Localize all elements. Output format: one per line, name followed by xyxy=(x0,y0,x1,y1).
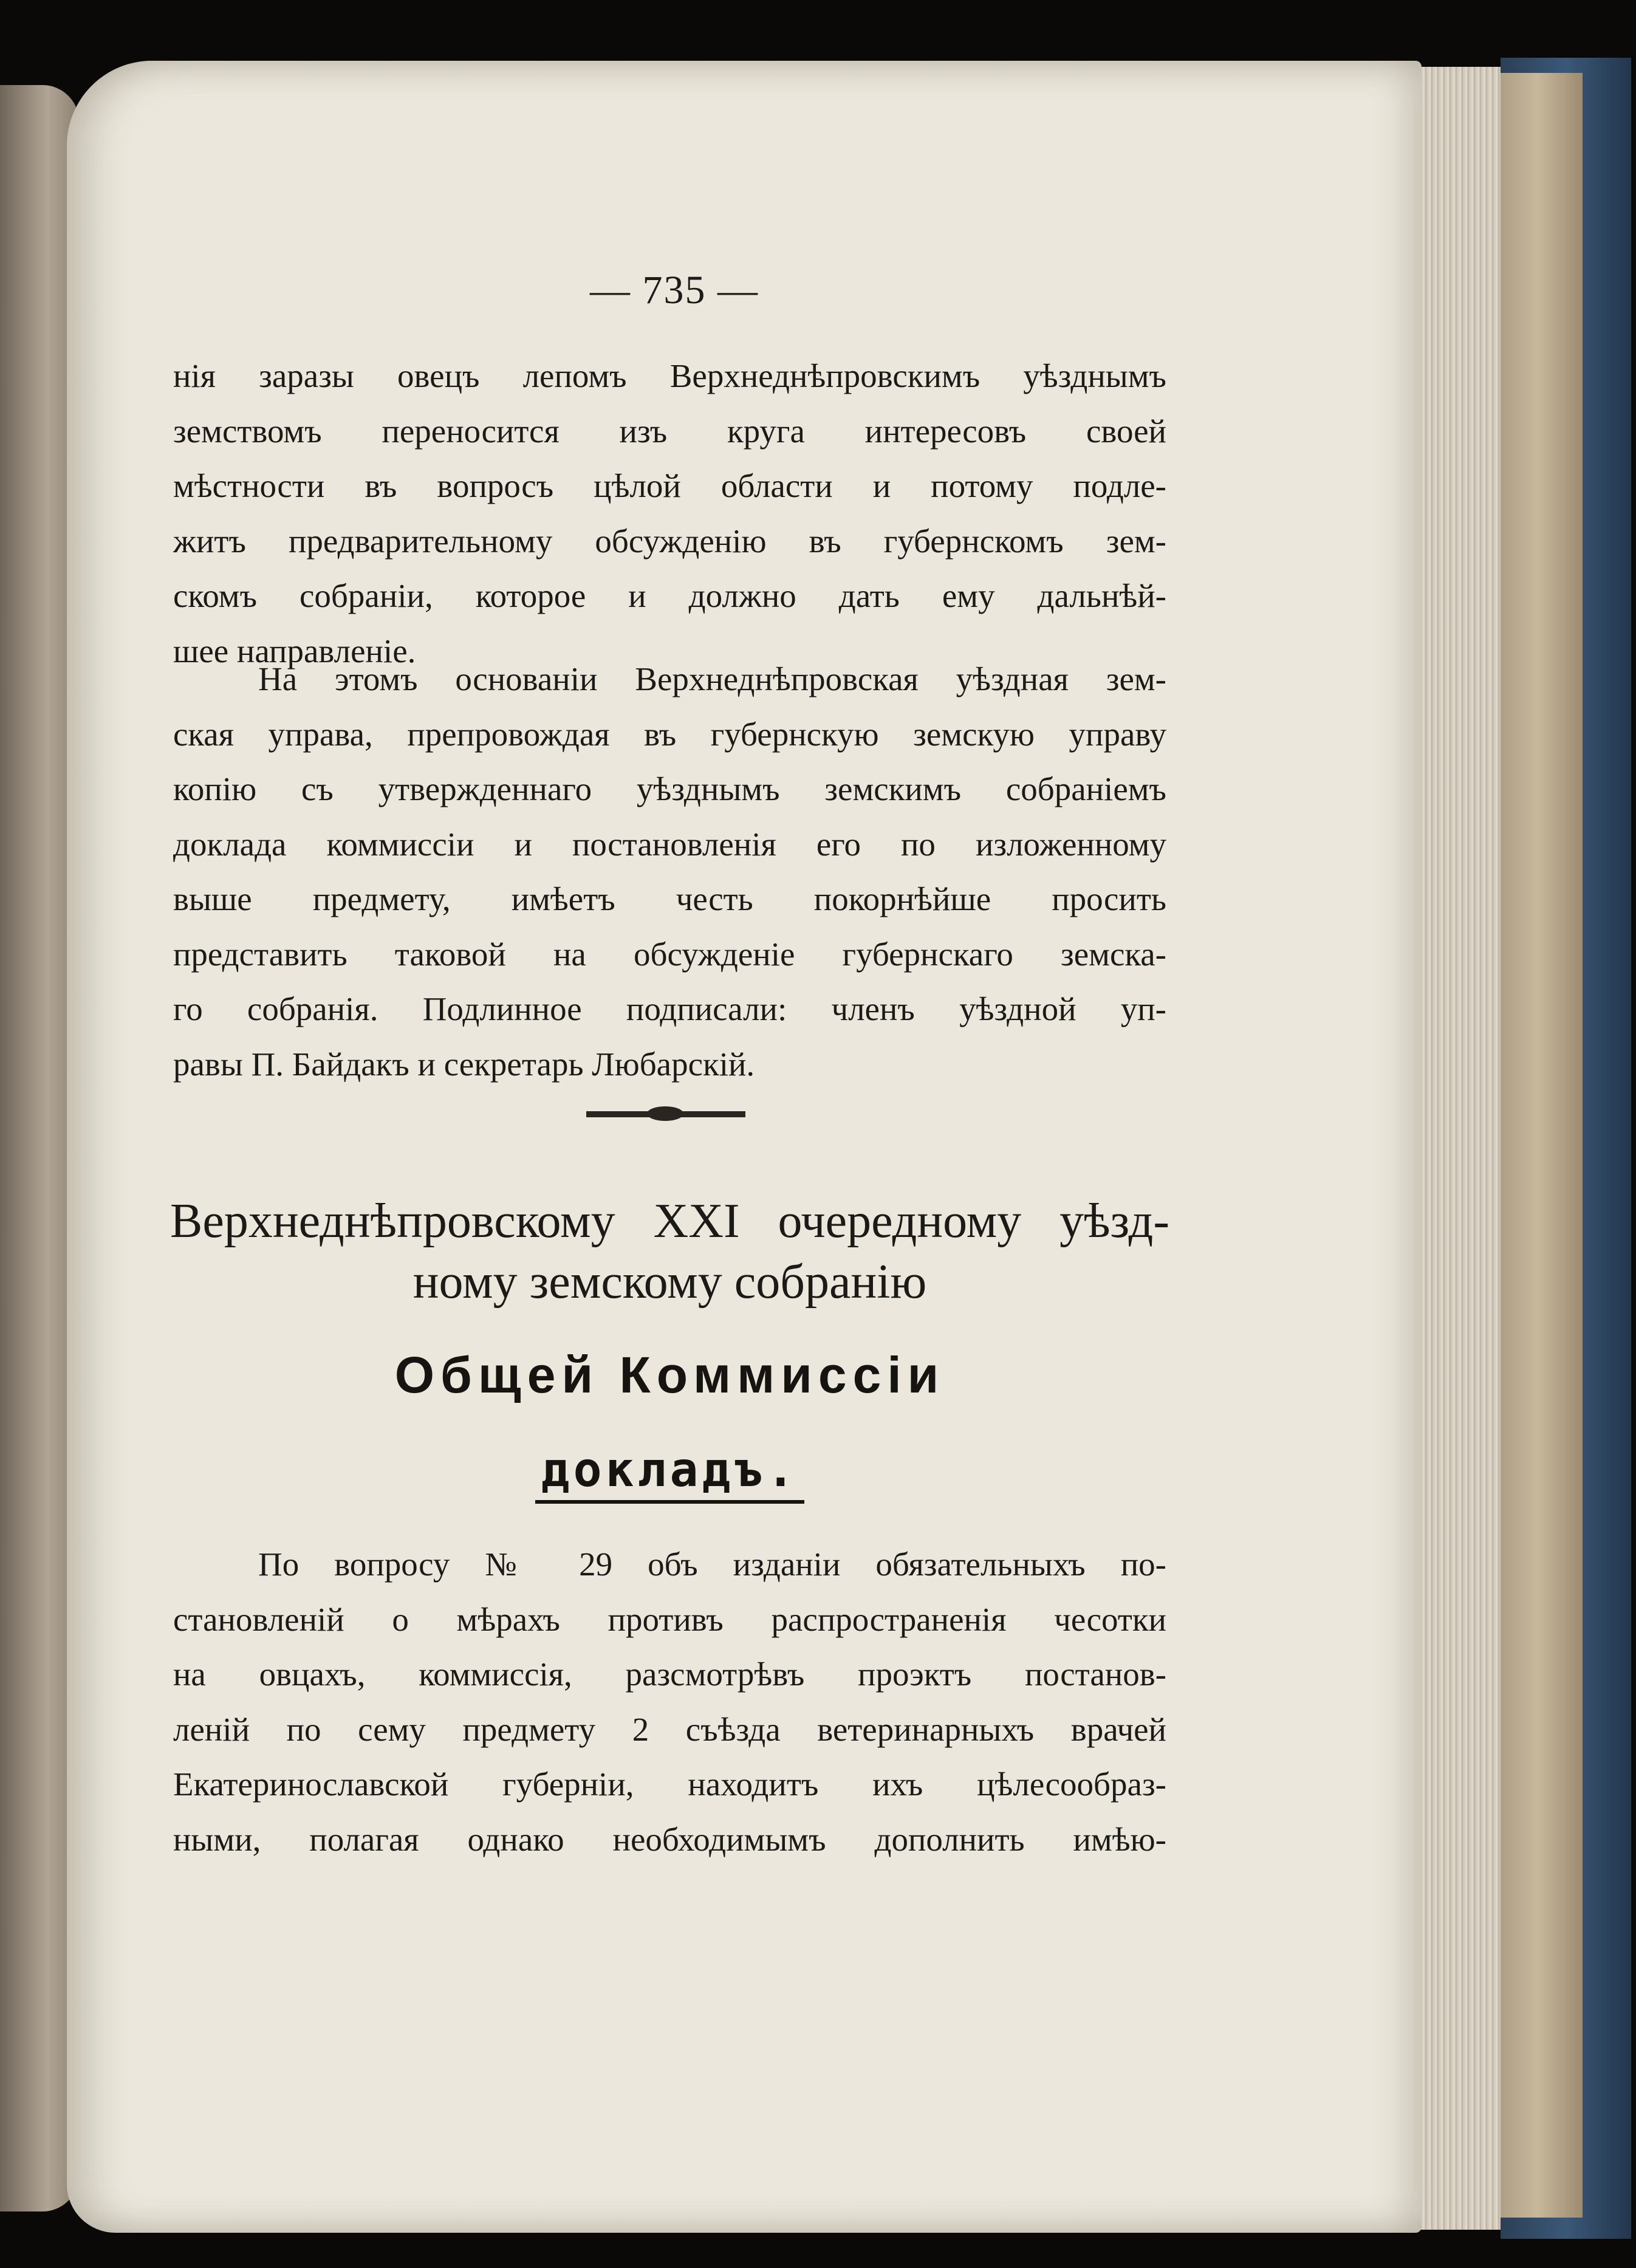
report-heading-text: докладъ. xyxy=(535,1443,805,1504)
paragraph-2 xyxy=(173,652,1166,1092)
heading-line: Верхнеднѣпровскому XXI очередному уѣзд- xyxy=(170,1194,1169,1248)
text-line: на овцахъ, коммиссія, разсмотрѣвъ проэктъ постанов- xyxy=(173,1656,1166,1693)
text-line: На этомъ основаніи Верхнеднѣпровская уѣздная зем- xyxy=(258,660,1166,697)
text-line: становленій о мѣрахъ противъ распространенія чесотки xyxy=(173,1600,1166,1638)
paragraph-1 xyxy=(173,349,1166,679)
text-line: мѣстности въ вопросъ цѣлой области и потому подле- xyxy=(173,467,1166,504)
text-line: нія заразы овецъ лепомъ Верхнеднѣпровскимъ уѣзднымъ xyxy=(173,357,1166,394)
text-line: шее направленіе. xyxy=(173,632,416,670)
text-line: житъ предварительному обсужденію въ губернскомъ зем- xyxy=(173,522,1166,560)
text-line: представить таковой на обсужденіе губернскаго земска- xyxy=(173,935,1166,973)
text-line: го собранія. Подлинное подписали: членъ уѣздной уп- xyxy=(173,990,1166,1027)
section-divider xyxy=(586,1111,745,1117)
section-heading xyxy=(170,1191,1169,1312)
report-heading xyxy=(173,1443,1166,1498)
text-line: доклада коммиссіи и постановленія его по изложенному xyxy=(173,825,1166,863)
text-line: земствомъ переносится изъ круга интересовъ своей xyxy=(173,412,1166,450)
text-line: копію съ утвержденнаго уѣзднымъ земскимъ собраніемъ xyxy=(173,770,1166,807)
paragraph-3 xyxy=(173,1537,1166,1867)
commission-heading: Общей Коммиссіи xyxy=(394,1346,945,1403)
text-line: скомъ собраніи, которое и должно дать ему дальнѣй- xyxy=(173,577,1166,614)
text-line: ская управа, препровождая въ губернскую земскую управу xyxy=(173,715,1166,753)
heading-line: ному земскому собранію xyxy=(412,1255,927,1309)
cover-inner-board xyxy=(1491,73,1583,2218)
text-line: леній по сему предмету 2 съѣзда ветеринарныхъ врачей xyxy=(173,1710,1166,1748)
page-number: — 735 — xyxy=(590,268,759,312)
text-line: По вопросу № 29 объ изданіи обязательныхъ по- xyxy=(258,1546,1166,1583)
text-line: выше предмету, имѣетъ честь покорнѣйше просить xyxy=(173,880,1166,917)
text-line: ными, полагая однако необходимымъ дополнить имѣю- xyxy=(173,1820,1166,1858)
text-line: равы П. Байдакъ и секретарь Любарскій. xyxy=(173,1045,755,1083)
text-line: Екатеринославской губерніи, находитъ ихъ цѣлесообраз- xyxy=(173,1766,1166,1803)
